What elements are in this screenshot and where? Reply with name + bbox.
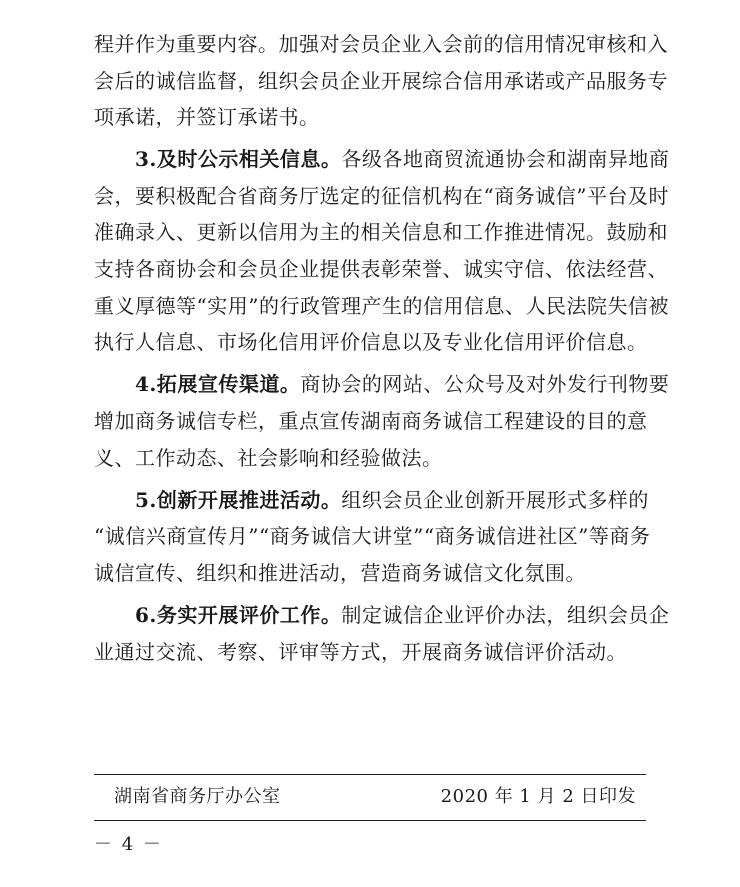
text-line: 项承诺，并签订承诺书。 — [94, 105, 320, 130]
document-body — [94, 26, 670, 670]
text-line: 业通过交流、考察、评审等方式，开展商务诚信评价活动。 — [94, 639, 627, 664]
text-line: 程并作为重要内容。加强对会员企业入会前的信用情况审核和入 — [94, 32, 668, 56]
item-heading: 3.及时公示相关信息。 — [135, 147, 342, 172]
paragraph-item-6 — [94, 597, 670, 670]
item-text: 各级各地商贸流通协会和湖南异地商 — [341, 147, 670, 172]
text-line: 支持各商协会和会员企业提供表彰荣誉、诚实守信、依法经营、 — [94, 257, 668, 282]
item-text: 组织会员企业创新开展形式多样的 — [341, 487, 649, 512]
text-line: 执行人信息、市场化信用评价信息以及专业化信用评价信息。 — [94, 330, 648, 355]
paragraph-item-4 — [94, 366, 670, 476]
text-line: 诚信宣传、组织和推进活动，营造商务诚信文化氛围。 — [94, 560, 586, 585]
footer-issue-date: 2020 年 1 月 2 日印发 — [440, 786, 636, 807]
text-line — [94, 482, 654, 519]
text-line: 会，要积极配合省商务厅选定的征信机构在“商务诚信”平台及时 — [94, 183, 669, 208]
text-line — [94, 597, 670, 634]
text-line — [94, 141, 670, 178]
text-line: “诚信兴商宣传月”“商务诚信大讲堂”“商务诚信进社区”等商务 — [94, 524, 651, 549]
text-line: 增加商务诚信专栏，重点宣传湖南商务诚信工程建设的目的意 — [94, 408, 648, 433]
footer-issuer: 湖南省商务厅办公室 — [114, 786, 281, 807]
text-line — [94, 366, 670, 403]
paragraph-item-3 — [94, 141, 670, 361]
paragraph-continuation — [94, 26, 668, 136]
item-text: 制定诚信企业评价办法，组织会员企 — [341, 602, 670, 627]
text-line: 义、工作动态、社会影响和经验做法。 — [94, 445, 443, 470]
item-heading: 5.创新开展推进活动。 — [135, 487, 342, 512]
paragraph-item-5 — [94, 482, 654, 592]
text-line: 重义厚德等“实用”的行政管理产生的信用信息、人民法院失信被 — [94, 293, 669, 318]
item-text: 商协会的网站、公众号及对外发行刊物要 — [300, 372, 670, 397]
item-heading: 6.务实开展评价工作。 — [135, 602, 342, 627]
text-line: 会后的诚信监督，组织会员企业开展综合信用承诺或产品服务专 — [94, 68, 668, 93]
text-line: 准确录入、更新以信用为主的相关信息和工作推进情况。鼓励和 — [94, 220, 668, 245]
page-number: － 4 － — [94, 834, 163, 855]
footer-rule-bottom — [94, 820, 646, 821]
item-heading: 4.拓展宣传渠道。 — [135, 372, 301, 397]
footer-rule-top — [94, 774, 646, 775]
